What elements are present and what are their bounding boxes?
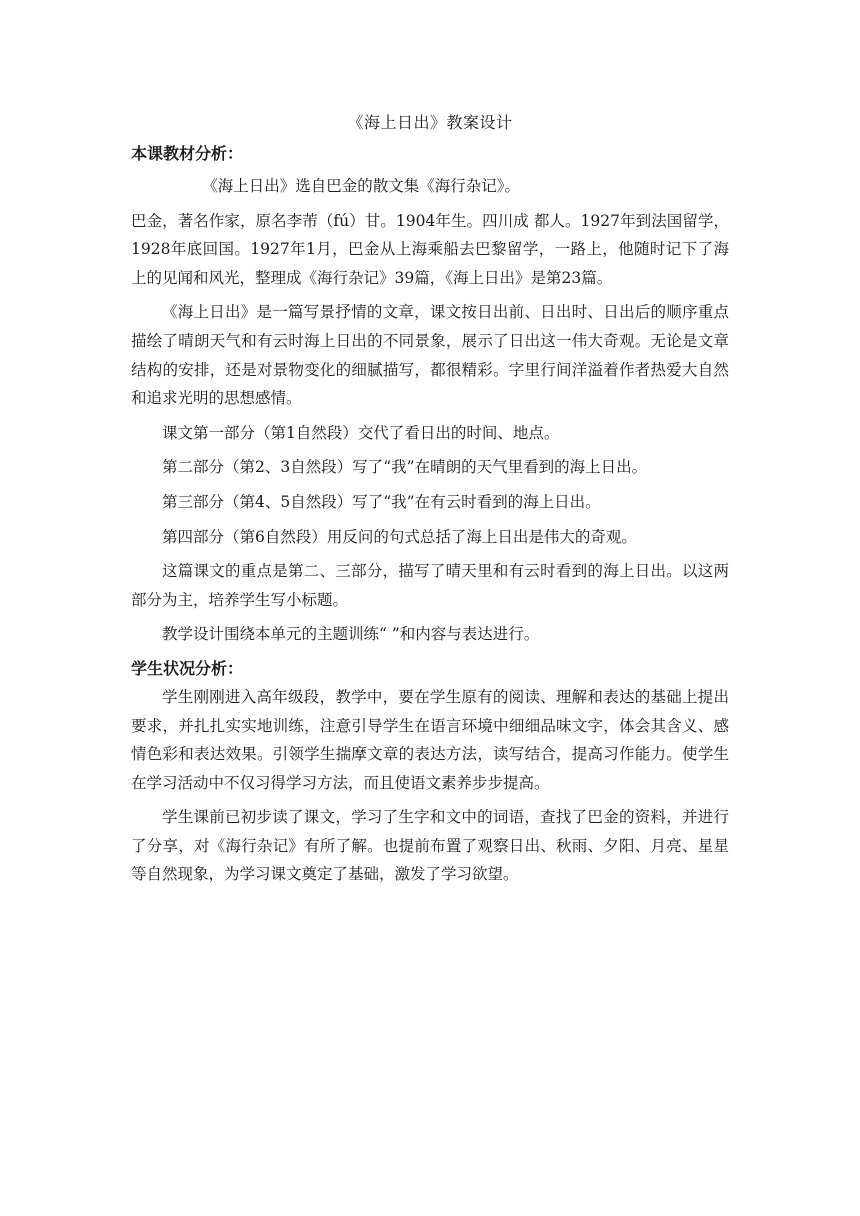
paragraph: 《海上日出》是一篇写景抒情的文章，课文按日出前、日出时、日出后的顺序重点描绘了晴朗天气和有云时海上日出的不同景象，展示了日出这一伟大奇观。无论是文章结构的安排，还是对景物变化的细腻描写，都很精彩。字里行间洋溢着作者热爱大自然和追求光明的思想感情。 xyxy=(131,303,729,408)
paragraph: 巴金，著名作家，原名李芾（fú）甘。1904年生。四川成 都人。1927年到法国留学，1928年底回国。1927年1月，巴金从上海乘船去巴黎留学，一路上，他随时记下了海上的见闻和风光，整理成《海行杂记》39篇，《海上日出》是第23篇。 xyxy=(131,211,729,287)
paragraph: 第二部分（第2、3自然段）写了“我”在晴朗的天气里看到的海上日出。 xyxy=(162,458,648,477)
paragraph: 《海上日出》选自巴金的散文集《海行杂记》。 xyxy=(202,177,521,195)
section-student-analysis xyxy=(131,655,729,889)
paragraph: 学生刚刚进入高年级段，教学中，要在学生原有的阅读、理解和表达的基础上提出要求，并扎扎实实地训练，注意引导学生在语言环境中细细品味文字，体会其含义、感情色彩和表达效果。引领学生揣摩文章的表达方法，读写结合，提高习作能力。使学生在学习活动中不仅习得学习方法，而且使语文素养步步提高。 xyxy=(131,687,729,792)
section-textbook-analysis xyxy=(131,140,729,649)
paragraph: 课文第一部分（第1自然段）交代了看日出的时间、地点。 xyxy=(162,423,560,442)
paragraph: 学生课前已初步读了课文，学习了生字和文中的词语，查找了巴金的资料，并进行了分享，对《海行杂记》有所了解。也提前布置了观察日出、秋雨、夕阳、月亮、星星等自然现象，为学习课文奠定了基础，激发了学习欲望。 xyxy=(131,808,729,884)
document-title: 《海上日出》教案设计 xyxy=(347,113,513,132)
section-heading: 本课教材分析： xyxy=(131,144,244,163)
paragraph: 教学设计围绕本单元的主题训练“ ”和内容与表达进行。 xyxy=(162,625,540,644)
section-heading: 学生状况分析： xyxy=(131,658,244,678)
paragraph: 这篇课文的重点是第二、三部分，描写了晴天里和有云时看到的海上日出。以这两部分为主，培养学生写小标题。 xyxy=(131,562,729,609)
document-page xyxy=(131,112,729,895)
paragraph: 第三部分（第4、5自然段）写了“我”在有云时看到的海上日出。 xyxy=(162,492,601,511)
paragraph: 第四部分（第6自然段）用反问的句式总括了海上日出是伟大的奇观。 xyxy=(162,527,637,546)
